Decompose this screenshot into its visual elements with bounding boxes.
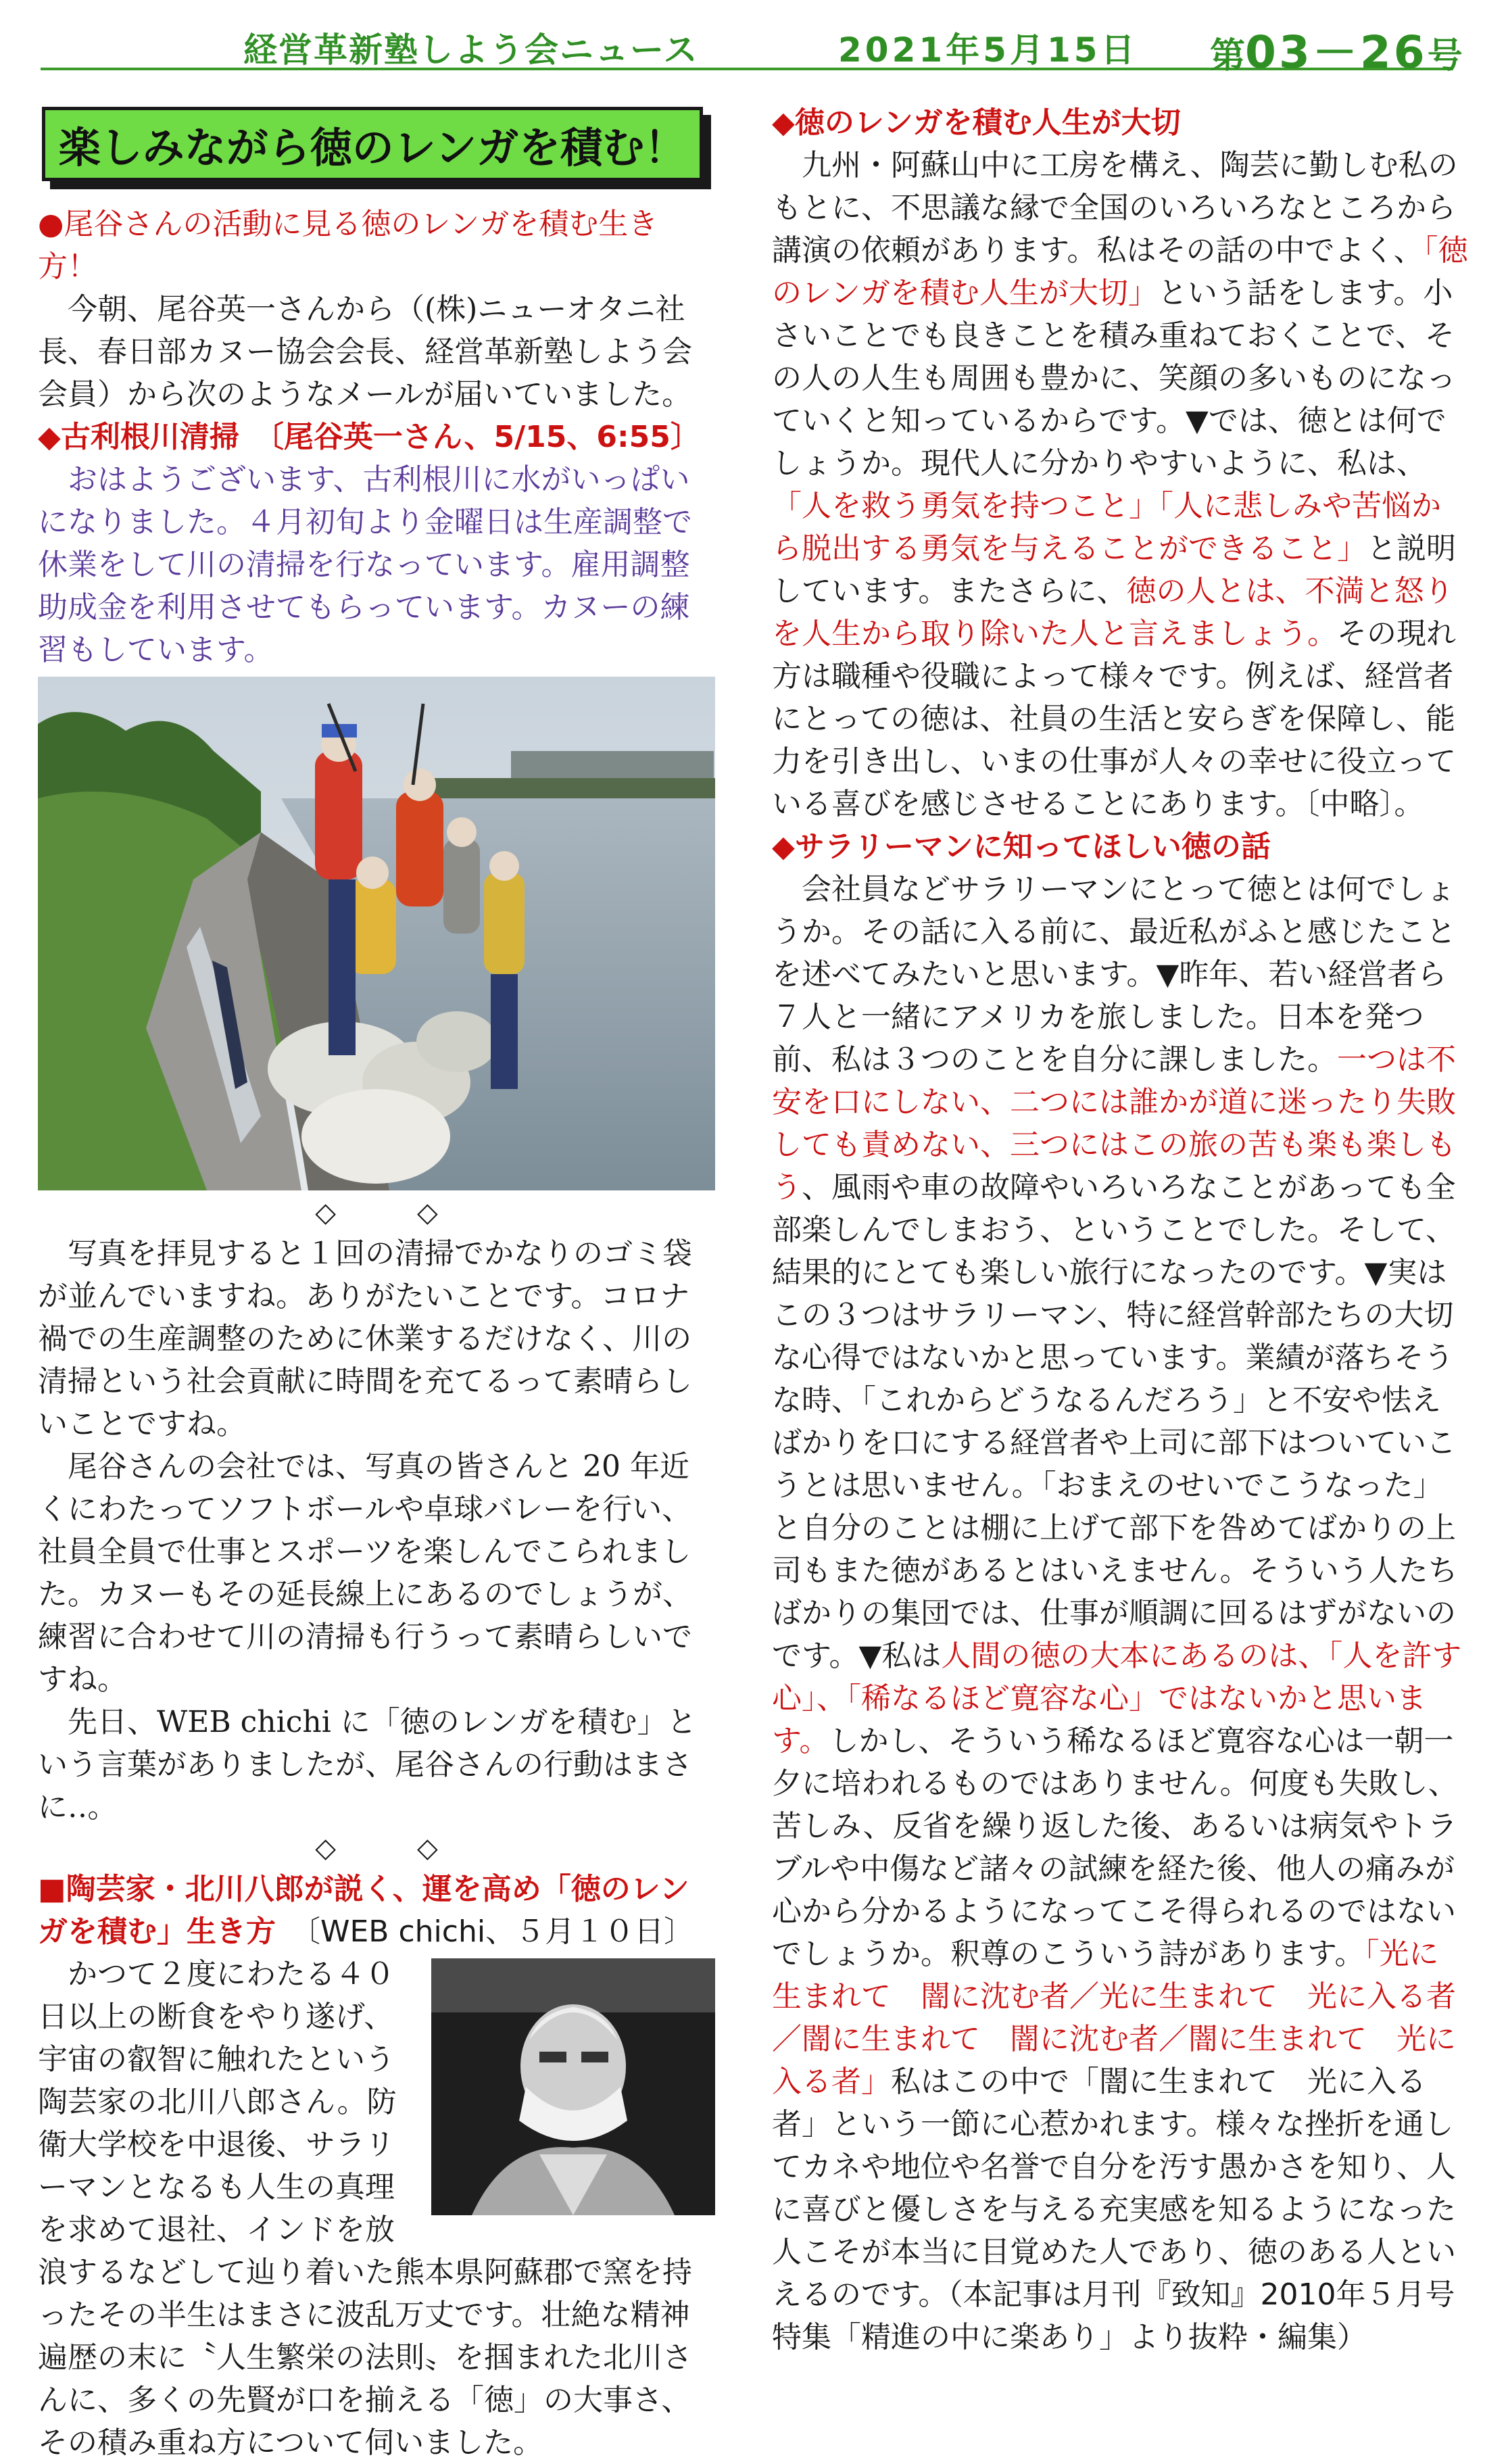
section-heading-salaryman: ◆サラリーマンに知ってほしい徳の話	[772, 829, 1271, 864]
issue-number	[1210, 16, 1463, 80]
highlight-buddha-poem: 「光に生まれて 闇に沈む者／光に生まれて 光に入る者／闇に生まれて 闇に沈む者／闇に生まれて 光に入る者」	[772, 1937, 1456, 2099]
portrait-photo-wrap	[431, 1958, 715, 2215]
newsletter-name: 経営革新塾しよう会ニュース	[243, 30, 699, 70]
issue-number-value: 03－26	[1245, 26, 1428, 78]
comment-paragraph-3: 先日、WEB chichi に「徳のレンガを積む」という言葉がありましたが、尾谷さんの行動はまさに‥。	[38, 1705, 697, 1825]
section-heading-otani: ●尾谷さんの活動に見る徳のレンガを積む生き方！	[38, 207, 658, 284]
salaryman-paragraph: 会社員などサラリーマンにとって徳とは何でしょうか。その話に入る前に、最近私がふと感じたことを述べてみたいと思います。▼昨年、若い経営者ら７人と一緒にアメリカを旅しました。日本を発つ前、私は３つのことを自分に課しました。一つは不安を口にしない、二つには誰かが道に迷ったり失敗しても責めない、三つにはこの旅の苦も楽も楽しもう、風雨や車の故障やいろいろなことがあっても全部楽しんでしまおう、ということでした。そして、結果的にとても楽しい旅行になったのです。▼実はこの３つはサラリーマン、特に経営幹部たちの大切な心得ではないかと思っています。業績が落ちそうな時、「これからどうなるんだろう」と不安や怯えばかりを口にする経営者や上司に部下はついていこうとは思いません。「おまえのせいでこうなった」と自分のことは棚に上げて部下を咎めてばかりの上司もまた徳があるとはいえません。そういう人たちばかりの集団では、仕事が順調に回るはずがないのです。▼私は人間の徳の大本にあるのは、「人を許す心」、「稀なるほど寛容な心」ではないかと思います。しかし、そういう稀なるほど寛容な心は一朝一夕に培われるものではありません。何度も失敗し、苦しみ、反省を繰り返した後、あるいは病気やトラブルや中傷など諸々の試練を経た後、他人の痛みが心から分かるようになってこそ得られるのではないでしょうか。釈尊のこういう詩があります。「光に生まれて 闇に沈む者／光に生まれて 光に入る者／闇に生まれて 闇に沈む者／闇に生まれて 光に入る者」私はこの中で「闇に生まれて 光に入る者」という一節に心惹かれます。様々な挫折を通してカネや地位や名誉で自分を汚す愚かさを知り、人に喜びと優しさを与える充実感を知るようになった人こそが本当に目覚めた人であり、徳のある人といえるのです。（本記事は月刊『致知』2010年５月号 特集「精進の中に楽あり」より抜粋・編集）	[772, 872, 1462, 2354]
brick-life-paragraph: 九州・阿蘇山中に工房を構え、陶芸に勤しむ私のもとに、不思議な縁で全国のいろいろなところから講演の依頼があります。私はその話の中でよく、「徳のレンガを積む人生が大切」という話をします。小さいことでも良きことを積み重ねておくことで、その人の人生も周囲も豊かに、笑顔の多いものになっていくと知っているからです。▼では、徳とは何でしょうか。現代人に分かりやすいように、私は、「人を救う勇気を持つこと」「人に悲しみや苦悩から脱出する勇気を与えることができること」と説明しています。またさらに、徳の人とは、不満と怒りを人生から取り除いた人と言えましょう。その現れ方は職種や役職によって様々です。例えば、経営者にとっての徳は、社員の生活と安らぎを保障し、能力を引き出し、いまの仕事が人々の幸せに役立っている喜びを感じさせることにあります。〔中略〕。	[772, 148, 1468, 821]
right-column	[772, 101, 1468, 2359]
section-heading-brick-life: ◆徳のレンガを積む人生が大切	[772, 105, 1181, 140]
kitagawa-portrait-photo	[431, 1958, 715, 2215]
article-title: 楽しみながら徳のレンガを積む！	[58, 122, 687, 172]
newsletter-header	[41, 14, 1463, 78]
river-cleanup-photo	[38, 677, 715, 1190]
section-heading-kitagawa: ■陶芸家・北川八郎が説く、運を高め「徳のレンガを積む」生き方 〔WEB chichi、５月１０日〕	[38, 1872, 694, 1949]
left-column	[38, 101, 715, 2464]
intro-paragraph: 今朝、尾谷英一さんから（(株)ニューオタニ社長、春日部カヌー協会会長、経営革新塾しよう会会員）から次のようなメールが届いていました。	[38, 292, 692, 412]
highlight-courage: 「人を救う勇気を持つこと」「人に悲しみや苦悩から脱出する勇気を与えることができること」	[772, 489, 1441, 566]
comment-paragraph-2: 尾谷さんの会社では、写真の皆さんと 20 年近くにわたってソフトボールや卓球バレーを行い、社員全員で仕事とスポーツを楽しんでこられました。カヌーもその延長線上にあるのでしょうが、練習に合わせて川の清掃も行うって素晴らしいですね。	[38, 1449, 692, 1697]
comment-paragraph-1: 写真を拝見すると１回の清掃でかなりのゴミ袋が並んでいますね。ありがたいことです。コロナ禍での生産調整のために休業するだけなく、川の清掃という社会貢献に時間を充てるって素晴らしいことですね。	[38, 1236, 692, 1441]
kitagawa-source: 〔WEB chichi、５月１０日〕	[306, 1914, 694, 1949]
highlight-virtuous-person: 徳の人とは、不満と怒りを人生から取り除いた人と言えましょう。	[772, 574, 1454, 651]
article-title-box	[42, 107, 703, 181]
kitagawa-intro-paragraph: かつて２度にわたる４０日以上の断食をやり遂げ、宇宙の叡智に触れたという陶芸家の北川八郎さん。防衛大学校を中退後、サラリーマンとなるも人生の真理を求めて退社、インドを放浪するなどして辿り着いた熊本県阿蘇郡で窯を持ったその半生はまさに波乱万丈です。壮絶な精神遍歴の末に〝人生繁栄の法則〟を掴まれた北川さんに、多くの先賢が口を揃える「徳」の大事さ、その積み重ね方について伺いました。	[38, 1957, 692, 2460]
email-quote-paragraph: おはようございます、古利根川に水がいっぱいになりました。４月初旬より金曜日は生産調整で休業をして川の清掃を行なっています。雇用調整助成金を利用させてもらっています。カヌーの練習もしています。	[38, 462, 692, 667]
highlight-brick-life: 「徳のレンガを積む人生が大切」	[772, 233, 1468, 310]
issue-suffix: 号	[1427, 36, 1463, 76]
separator-diamonds: ◇ ◇	[315, 1197, 438, 1228]
highlight-forgiving-heart: 人間の徳の大本にあるのは、「人を許す心」、「稀なるほど寛容な心」ではないかと思います。	[772, 1639, 1462, 1758]
highlight-three-rules: 一つは不安を口にしない、二つには誰かが道に迷ったり失敗しても責めない、三つにはこの旅の苦も楽も楽しもう	[772, 1042, 1456, 1205]
issue-date: 2021年5月15日	[838, 30, 1138, 70]
issue-prefix: 第	[1210, 36, 1246, 76]
separator-diamonds-2: ◇ ◇	[315, 1833, 438, 1864]
section-heading-cleanup: ◆古利根川清掃 〔尾谷英一さん、5/15、6:55〕	[38, 420, 700, 454]
